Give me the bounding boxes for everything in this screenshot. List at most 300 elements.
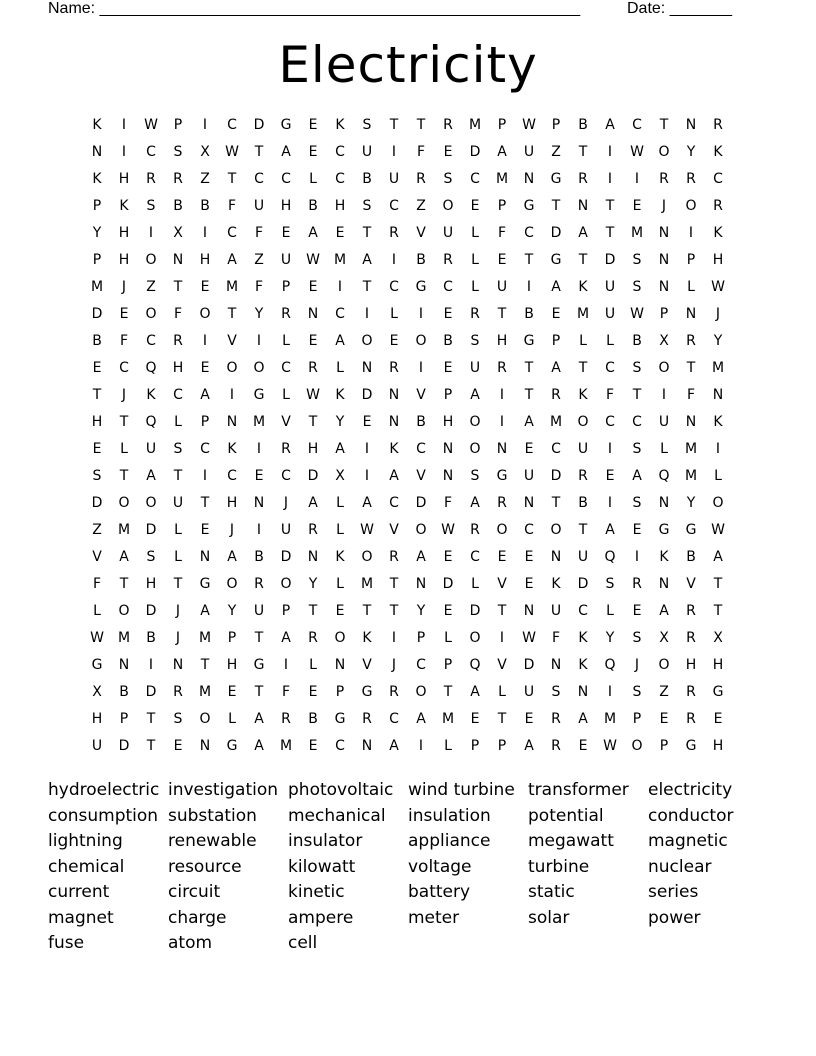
grid-letter[interactable]: A: [308, 495, 318, 511]
grid-letter[interactable]: R: [551, 387, 561, 403]
grid-letter[interactable]: F: [227, 198, 237, 214]
grid-letter[interactable]: B: [308, 198, 318, 214]
grid-letter[interactable]: K: [119, 198, 129, 214]
grid-letter[interactable]: N: [685, 306, 697, 322]
grid-letter[interactable]: U: [604, 306, 616, 322]
grid-letter[interactable]: T: [578, 144, 588, 160]
grid-letter[interactable]: R: [470, 306, 480, 322]
grid-letter[interactable]: S: [632, 252, 642, 268]
grid-letter[interactable]: Q: [604, 549, 616, 565]
grid-letter[interactable]: R: [470, 522, 480, 538]
grid-letter[interactable]: G: [496, 468, 508, 484]
grid-letter[interactable]: M: [684, 468, 698, 484]
grid-letter[interactable]: H: [118, 225, 130, 241]
grid-letter[interactable]: R: [551, 738, 561, 754]
grid-letter[interactable]: O: [199, 306, 211, 322]
grid-letter[interactable]: M: [711, 360, 725, 376]
grid-letter[interactable]: P: [497, 198, 507, 214]
grid-letter[interactable]: A: [362, 252, 372, 268]
grid-letter[interactable]: X: [173, 225, 183, 241]
grid-letter[interactable]: S: [632, 495, 642, 511]
grid-letter[interactable]: S: [632, 279, 642, 295]
grid-letter[interactable]: A: [632, 468, 642, 484]
grid-letter[interactable]: H: [712, 738, 724, 754]
grid-letter[interactable]: E: [578, 738, 588, 754]
grid-letter[interactable]: M: [603, 711, 617, 727]
grid-letter[interactable]: S: [470, 333, 480, 349]
grid-letter[interactable]: A: [308, 225, 318, 241]
grid-letter[interactable]: E: [200, 360, 210, 376]
grid-letter[interactable]: Z: [416, 198, 426, 214]
grid-letter[interactable]: A: [605, 117, 615, 133]
grid-letter[interactable]: W: [603, 738, 617, 754]
grid-letter[interactable]: R: [686, 711, 696, 727]
grid-letter[interactable]: F: [497, 225, 507, 241]
grid-letter[interactable]: I: [418, 360, 424, 376]
grid-letter[interactable]: T: [524, 252, 534, 268]
grid-letter[interactable]: Z: [200, 171, 210, 187]
grid-letter[interactable]: C: [389, 279, 399, 295]
grid-letter[interactable]: L: [471, 225, 479, 241]
grid-letter[interactable]: J: [175, 630, 181, 646]
grid-letter[interactable]: C: [173, 387, 183, 403]
grid-letter[interactable]: C: [389, 711, 399, 727]
grid-letter[interactable]: S: [443, 171, 453, 187]
grid-letter[interactable]: Y: [92, 225, 102, 241]
grid-letter[interactable]: O: [442, 198, 454, 214]
grid-letter[interactable]: K: [362, 630, 372, 646]
grid-letter[interactable]: T: [119, 468, 129, 484]
grid-letter[interactable]: S: [173, 711, 183, 727]
grid-letter[interactable]: N: [361, 738, 373, 754]
grid-letter[interactable]: O: [145, 252, 157, 268]
grid-letter[interactable]: Q: [604, 657, 616, 673]
grid-letter[interactable]: P: [200, 414, 210, 430]
grid-letter[interactable]: D: [442, 576, 454, 592]
grid-letter[interactable]: K: [578, 657, 588, 673]
grid-letter[interactable]: V: [389, 522, 399, 538]
grid-letter[interactable]: K: [713, 144, 723, 160]
grid-letter[interactable]: N: [253, 495, 265, 511]
grid-letter[interactable]: C: [605, 414, 615, 430]
grid-letter[interactable]: D: [604, 252, 616, 268]
grid-letter[interactable]: S: [632, 684, 642, 700]
grid-letter[interactable]: B: [578, 117, 588, 133]
grid-letter[interactable]: R: [632, 576, 642, 592]
grid-letter[interactable]: K: [578, 387, 588, 403]
grid-letter[interactable]: C: [227, 468, 237, 484]
grid-letter[interactable]: B: [632, 333, 642, 349]
grid-letter[interactable]: E: [659, 711, 669, 727]
grid-letter[interactable]: B: [92, 333, 102, 349]
grid-letter[interactable]: E: [362, 414, 372, 430]
grid-letter[interactable]: I: [526, 279, 532, 295]
grid-letter[interactable]: X: [659, 630, 669, 646]
grid-letter[interactable]: L: [471, 279, 479, 295]
grid-letter[interactable]: R: [308, 630, 318, 646]
grid-letter[interactable]: C: [443, 279, 453, 295]
grid-letter[interactable]: I: [607, 684, 613, 700]
grid-letter[interactable]: K: [713, 225, 723, 241]
grid-letter[interactable]: A: [524, 738, 534, 754]
grid-letter[interactable]: B: [119, 684, 129, 700]
grid-letter[interactable]: T: [713, 576, 723, 592]
grid-letter[interactable]: F: [281, 684, 291, 700]
grid-letter[interactable]: R: [686, 333, 696, 349]
grid-letter[interactable]: S: [551, 684, 561, 700]
grid-letter[interactable]: T: [362, 603, 372, 619]
grid-letter[interactable]: C: [470, 549, 480, 565]
grid-letter[interactable]: L: [282, 333, 290, 349]
grid-letter[interactable]: Z: [146, 279, 156, 295]
grid-letter[interactable]: T: [173, 279, 183, 295]
grid-letter[interactable]: L: [498, 684, 506, 700]
grid-letter[interactable]: V: [686, 576, 696, 592]
grid-letter[interactable]: L: [336, 576, 344, 592]
grid-letter[interactable]: N: [199, 738, 211, 754]
grid-letter[interactable]: I: [202, 468, 208, 484]
grid-letter[interactable]: A: [362, 495, 372, 511]
grid-letter[interactable]: O: [415, 333, 427, 349]
grid-letter[interactable]: A: [659, 603, 669, 619]
grid-letter[interactable]: T: [443, 684, 453, 700]
grid-letter[interactable]: E: [443, 144, 453, 160]
grid-letter[interactable]: T: [497, 306, 507, 322]
grid-letter[interactable]: Z: [551, 144, 561, 160]
grid-letter[interactable]: D: [577, 576, 589, 592]
grid-letter[interactable]: R: [443, 117, 453, 133]
grid-letter[interactable]: C: [524, 225, 534, 241]
grid-letter[interactable]: N: [550, 549, 562, 565]
grid-letter[interactable]: E: [308, 144, 318, 160]
grid-letter[interactable]: N: [658, 576, 670, 592]
grid-letter[interactable]: O: [361, 549, 373, 565]
grid-letter[interactable]: V: [281, 414, 291, 430]
grid-letter[interactable]: M: [630, 225, 644, 241]
grid-letter[interactable]: N: [523, 495, 535, 511]
grid-letter[interactable]: T: [605, 198, 615, 214]
grid-letter[interactable]: A: [551, 279, 561, 295]
grid-letter[interactable]: O: [415, 684, 427, 700]
date-field[interactable]: Date: _______: [627, 0, 732, 17]
grid-letter[interactable]: O: [334, 630, 346, 646]
grid-letter[interactable]: N: [442, 441, 454, 457]
grid-letter[interactable]: P: [443, 387, 453, 403]
grid-letter[interactable]: U: [604, 279, 616, 295]
grid-letter[interactable]: I: [418, 306, 424, 322]
grid-letter[interactable]: R: [416, 171, 426, 187]
grid-letter[interactable]: W: [144, 117, 158, 133]
grid-letter[interactable]: C: [335, 306, 345, 322]
grid-letter[interactable]: R: [578, 468, 588, 484]
grid-letter[interactable]: O: [550, 522, 562, 538]
grid-letter[interactable]: A: [200, 387, 210, 403]
grid-letter[interactable]: A: [497, 144, 507, 160]
grid-letter[interactable]: X: [335, 468, 345, 484]
grid-letter[interactable]: T: [551, 198, 561, 214]
grid-letter[interactable]: A: [281, 630, 291, 646]
grid-letter[interactable]: M: [495, 171, 509, 187]
grid-letter[interactable]: R: [686, 171, 696, 187]
grid-letter[interactable]: M: [549, 414, 563, 430]
grid-letter[interactable]: I: [715, 441, 721, 457]
grid-letter[interactable]: U: [280, 522, 292, 538]
grid-letter[interactable]: O: [145, 495, 157, 511]
grid-letter[interactable]: A: [389, 468, 399, 484]
grid-letter[interactable]: H: [685, 657, 697, 673]
grid-letter[interactable]: H: [118, 252, 130, 268]
grid-letter[interactable]: R: [389, 549, 399, 565]
grid-letter[interactable]: R: [173, 684, 183, 700]
grid-letter[interactable]: T: [578, 252, 588, 268]
grid-letter[interactable]: T: [389, 576, 399, 592]
grid-letter[interactable]: T: [416, 117, 426, 133]
grid-letter[interactable]: E: [497, 252, 507, 268]
grid-letter[interactable]: C: [524, 522, 534, 538]
grid-letter[interactable]: K: [578, 279, 588, 295]
grid-letter[interactable]: U: [388, 171, 400, 187]
grid-letter[interactable]: L: [714, 468, 722, 484]
grid-letter[interactable]: C: [335, 144, 345, 160]
grid-letter[interactable]: U: [523, 144, 535, 160]
grid-letter[interactable]: I: [607, 441, 613, 457]
grid-letter[interactable]: O: [280, 576, 292, 592]
grid-letter[interactable]: G: [523, 333, 535, 349]
grid-letter[interactable]: R: [659, 171, 669, 187]
grid-letter[interactable]: A: [524, 414, 534, 430]
grid-letter[interactable]: I: [634, 171, 640, 187]
grid-letter[interactable]: K: [551, 576, 561, 592]
grid-letter[interactable]: M: [117, 630, 131, 646]
grid-letter[interactable]: P: [173, 117, 183, 133]
grid-letter[interactable]: H: [199, 252, 211, 268]
grid-letter[interactable]: N: [523, 171, 535, 187]
grid-letter[interactable]: I: [229, 387, 235, 403]
grid-letter[interactable]: U: [577, 441, 589, 457]
grid-letter[interactable]: D: [280, 549, 292, 565]
grid-letter[interactable]: U: [523, 684, 535, 700]
grid-letter[interactable]: I: [202, 117, 208, 133]
grid-letter[interactable]: E: [443, 549, 453, 565]
grid-letter[interactable]: C: [470, 171, 480, 187]
grid-letter[interactable]: L: [120, 441, 128, 457]
grid-letter[interactable]: W: [306, 387, 320, 403]
grid-letter[interactable]: N: [523, 603, 535, 619]
grid-letter[interactable]: I: [499, 630, 505, 646]
grid-letter[interactable]: G: [226, 738, 238, 754]
grid-letter[interactable]: H: [496, 333, 508, 349]
grid-letter[interactable]: K: [146, 387, 156, 403]
grid-letter[interactable]: E: [308, 279, 318, 295]
grid-letter[interactable]: C: [227, 117, 237, 133]
grid-letter[interactable]: R: [173, 171, 183, 187]
grid-letter[interactable]: R: [497, 360, 507, 376]
grid-letter[interactable]: L: [444, 630, 452, 646]
grid-letter[interactable]: B: [686, 549, 696, 565]
grid-letter[interactable]: A: [227, 549, 237, 565]
grid-letter[interactable]: B: [173, 198, 183, 214]
grid-letter[interactable]: R: [281, 306, 291, 322]
grid-letter[interactable]: I: [418, 738, 424, 754]
grid-letter[interactable]: U: [253, 198, 265, 214]
grid-letter[interactable]: G: [550, 252, 562, 268]
grid-letter[interactable]: F: [92, 576, 102, 592]
grid-letter[interactable]: I: [121, 117, 127, 133]
grid-letter[interactable]: P: [686, 252, 696, 268]
grid-letter[interactable]: F: [605, 387, 615, 403]
grid-letter[interactable]: R: [389, 225, 399, 241]
grid-letter[interactable]: G: [199, 576, 211, 592]
grid-letter[interactable]: T: [254, 684, 264, 700]
grid-letter[interactable]: M: [576, 306, 590, 322]
grid-letter[interactable]: G: [253, 657, 265, 673]
grid-letter[interactable]: N: [388, 387, 400, 403]
grid-letter[interactable]: M: [225, 279, 239, 295]
grid-letter[interactable]: R: [578, 171, 588, 187]
grid-letter[interactable]: T: [389, 117, 399, 133]
grid-letter[interactable]: C: [632, 117, 642, 133]
grid-letter[interactable]: L: [687, 279, 695, 295]
grid-letter[interactable]: A: [713, 549, 723, 565]
grid-letter[interactable]: Y: [227, 603, 237, 619]
grid-letter[interactable]: X: [92, 684, 102, 700]
grid-letter[interactable]: M: [360, 576, 374, 592]
grid-letter[interactable]: T: [632, 387, 642, 403]
grid-letter[interactable]: M: [117, 522, 131, 538]
grid-letter[interactable]: U: [172, 495, 184, 511]
grid-letter[interactable]: I: [607, 171, 613, 187]
grid-letter[interactable]: G: [685, 738, 697, 754]
grid-letter[interactable]: P: [551, 333, 561, 349]
name-field[interactable]: Name: ______________________________________________________: [48, 0, 581, 17]
grid-letter[interactable]: D: [91, 306, 103, 322]
grid-letter[interactable]: M: [198, 630, 212, 646]
grid-letter[interactable]: X: [200, 144, 210, 160]
grid-letter[interactable]: U: [91, 738, 103, 754]
grid-letter[interactable]: P: [497, 738, 507, 754]
grid-letter[interactable]: N: [496, 441, 508, 457]
grid-letter[interactable]: F: [254, 279, 264, 295]
grid-letter[interactable]: C: [254, 171, 264, 187]
grid-letter[interactable]: Y: [254, 306, 264, 322]
grid-letter[interactable]: C: [389, 198, 399, 214]
grid-letter[interactable]: F: [443, 495, 453, 511]
grid-letter[interactable]: D: [415, 495, 427, 511]
grid-letter[interactable]: R: [362, 711, 372, 727]
grid-letter[interactable]: W: [360, 522, 374, 538]
grid-letter[interactable]: B: [416, 414, 426, 430]
grid-letter[interactable]: F: [551, 630, 561, 646]
grid-letter[interactable]: S: [146, 198, 156, 214]
grid-letter[interactable]: R: [551, 711, 561, 727]
grid-letter[interactable]: Z: [659, 684, 669, 700]
grid-letter[interactable]: O: [226, 576, 238, 592]
grid-letter[interactable]: O: [145, 306, 157, 322]
grid-letter[interactable]: M: [441, 711, 455, 727]
grid-letter[interactable]: E: [227, 684, 237, 700]
grid-letter[interactable]: G: [280, 117, 292, 133]
grid-letter[interactable]: L: [606, 333, 614, 349]
grid-letter[interactable]: I: [391, 252, 397, 268]
grid-letter[interactable]: E: [632, 522, 642, 538]
grid-letter[interactable]: E: [308, 333, 318, 349]
grid-letter[interactable]: J: [715, 306, 721, 322]
grid-letter[interactable]: M: [279, 738, 293, 754]
grid-letter[interactable]: L: [174, 522, 182, 538]
grid-letter[interactable]: T: [227, 171, 237, 187]
grid-letter[interactable]: H: [442, 414, 454, 430]
grid-letter[interactable]: A: [119, 549, 129, 565]
grid-letter[interactable]: L: [282, 387, 290, 403]
grid-letter[interactable]: M: [333, 252, 347, 268]
grid-letter[interactable]: T: [92, 387, 102, 403]
grid-letter[interactable]: L: [228, 711, 236, 727]
grid-letter[interactable]: A: [578, 711, 588, 727]
grid-letter[interactable]: P: [632, 711, 642, 727]
grid-letter[interactable]: W: [441, 522, 455, 538]
grid-letter[interactable]: R: [146, 171, 156, 187]
grid-letter[interactable]: V: [497, 576, 507, 592]
grid-letter[interactable]: I: [364, 306, 370, 322]
grid-letter[interactable]: G: [361, 684, 373, 700]
grid-letter[interactable]: J: [121, 279, 127, 295]
grid-letter[interactable]: X: [713, 630, 723, 646]
grid-letter[interactable]: E: [389, 333, 399, 349]
grid-letter[interactable]: H: [172, 360, 184, 376]
grid-letter[interactable]: L: [471, 252, 479, 268]
grid-letter[interactable]: B: [146, 630, 156, 646]
grid-letter[interactable]: C: [335, 738, 345, 754]
grid-letter[interactable]: E: [308, 117, 318, 133]
grid-letter[interactable]: W: [306, 252, 320, 268]
grid-letter[interactable]: Z: [92, 522, 102, 538]
grid-letter[interactable]: C: [119, 360, 129, 376]
grid-letter[interactable]: H: [145, 576, 157, 592]
grid-letter[interactable]: S: [362, 117, 372, 133]
grid-letter[interactable]: L: [309, 657, 317, 673]
grid-letter[interactable]: C: [416, 441, 426, 457]
grid-letter[interactable]: C: [281, 360, 291, 376]
grid-letter[interactable]: H: [118, 171, 130, 187]
grid-letter[interactable]: K: [389, 441, 399, 457]
grid-letter[interactable]: W: [630, 144, 644, 160]
grid-letter[interactable]: D: [469, 603, 481, 619]
grid-letter[interactable]: G: [712, 684, 724, 700]
grid-letter[interactable]: E: [443, 360, 453, 376]
grid-letter[interactable]: U: [550, 603, 562, 619]
grid-letter[interactable]: D: [361, 387, 373, 403]
grid-letter[interactable]: E: [308, 684, 318, 700]
grid-letter[interactable]: G: [685, 522, 697, 538]
grid-letter[interactable]: E: [443, 306, 453, 322]
grid-letter[interactable]: D: [91, 495, 103, 511]
grid-letter[interactable]: L: [336, 495, 344, 511]
grid-letter[interactable]: N: [307, 549, 319, 565]
grid-letter[interactable]: P: [659, 738, 669, 754]
grid-letter[interactable]: H: [226, 495, 238, 511]
grid-letter[interactable]: C: [632, 414, 642, 430]
grid-letter[interactable]: Y: [686, 144, 696, 160]
grid-letter[interactable]: R: [443, 252, 453, 268]
grid-letter[interactable]: A: [470, 684, 480, 700]
grid-letter[interactable]: K: [578, 630, 588, 646]
grid-letter[interactable]: J: [121, 387, 127, 403]
grid-letter[interactable]: T: [173, 576, 183, 592]
grid-letter[interactable]: T: [605, 225, 615, 241]
grid-letter[interactable]: C: [200, 441, 210, 457]
grid-letter[interactable]: Y: [416, 603, 426, 619]
grid-letter[interactable]: I: [256, 441, 262, 457]
